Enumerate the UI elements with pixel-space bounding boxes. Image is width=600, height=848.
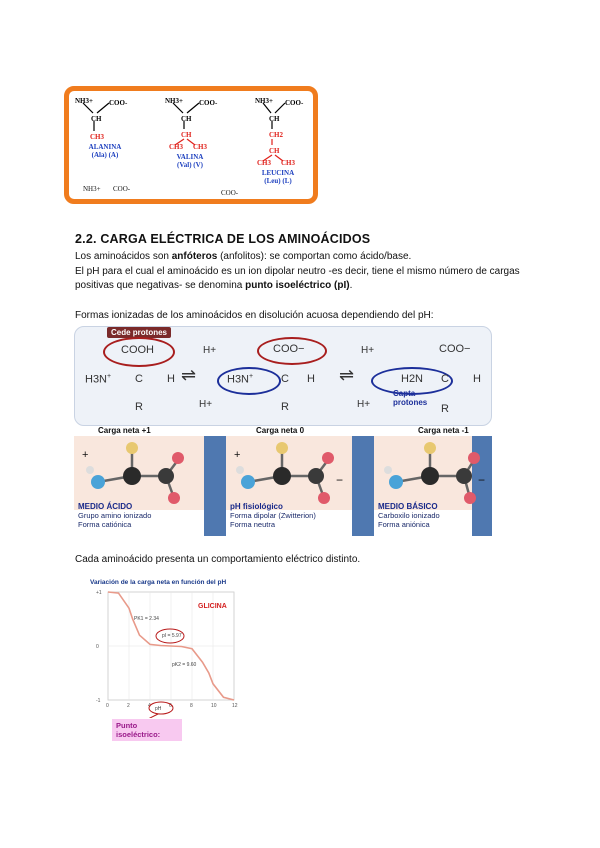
h3n-text: H3N — [227, 373, 250, 386]
ch2-label: CH2 — [269, 131, 283, 139]
medio-title: MEDIO BÁSICO — [378, 502, 438, 511]
paragraph-comportamiento: Cada aminoácido presenta un comportamiento eléctrico distinto. — [75, 554, 361, 565]
medio-line: Carboxilo ionizado — [378, 511, 440, 520]
coo-label: COO- — [109, 99, 128, 107]
x-tick-label: 6 — [169, 703, 172, 709]
h3n-mid: H3N+ — [227, 373, 254, 386]
annotation-pk1: PK1 = 2.34 — [134, 616, 159, 622]
x-tick-label: 0 — [106, 703, 109, 709]
glycine-chart-svg — [90, 576, 242, 718]
hplus-4: H+ — [357, 399, 371, 410]
paragraph-formas: Formas ionizadas de los aminoácidos en disolución acuosa dependiendo del pH: — [75, 310, 434, 321]
text-run: Los aminoácidos son — [75, 251, 172, 262]
carga-neta-minus: Carga neta -1 — [418, 426, 469, 435]
ch3-left-label: CH3 — [169, 143, 183, 151]
medio-line: Forma aniónica — [378, 520, 430, 529]
ch3-right-label: CH3 — [193, 143, 207, 151]
c-right: C — [441, 373, 449, 385]
nh3-label: NH3+ — [165, 97, 183, 105]
r-mid: R — [281, 401, 289, 413]
alanina-name: ALANINA — [88, 143, 122, 151]
medio-line: Forma neutra — [230, 520, 276, 529]
partial-coo-2: COO- — [221, 189, 239, 197]
x-tick-label: 4 — [148, 703, 151, 709]
annotation-pk2: pK2 = 9.60 — [172, 662, 197, 668]
h3n-left: H3N+ — [85, 373, 112, 386]
bond-lines — [69, 91, 313, 199]
nh3-label: NH3+ — [255, 97, 273, 105]
alanina-code: (Ala) (A) — [91, 151, 119, 159]
valina-name: VALINA — [176, 153, 204, 161]
medio-line: Grupo amino ionizado — [78, 511, 152, 520]
paragraph-anfoteros — [75, 250, 545, 264]
x-tick-label: 2 — [127, 703, 130, 709]
paragraph-pi — [75, 265, 545, 293]
coo-right: COO− — [439, 343, 471, 355]
carga-neta-zero: Carga neta 0 — [256, 426, 305, 435]
hplus-1: H+ — [203, 345, 217, 356]
ionic-forms-figure — [74, 326, 492, 536]
side-ch-label: CH — [269, 147, 280, 155]
h3n-text: H3N — [85, 373, 108, 386]
x-tick-label: 10 — [211, 703, 217, 709]
leucina-name: LEUCINA — [261, 169, 295, 177]
equilibrium-arrow-1: ⇌ — [181, 365, 197, 385]
x-tick-label: 12 — [232, 703, 238, 709]
nh3-label: NH3+ — [75, 97, 93, 105]
cooh-label: COOH — [121, 344, 154, 356]
punto-isoelectrico-label: Punto isoeléctrico: — [112, 719, 182, 741]
r-left: R — [135, 401, 143, 413]
r-right: R — [441, 403, 449, 415]
sign-minus-2: − — [478, 473, 486, 487]
bold-term: punto isoeléctrico (pI) — [245, 280, 350, 291]
coo-mid: COO− — [273, 343, 305, 355]
medio-fisiologico — [230, 502, 316, 529]
leucina-code: (Leu) (L) — [264, 177, 292, 185]
amino-acids-figure — [64, 86, 318, 204]
equilibrium-arrow-2: ⇌ — [339, 365, 355, 385]
sign-plus-2: + — [234, 449, 241, 461]
hplus-3: H+ — [361, 345, 375, 356]
valina-code: (Val) (V) — [177, 161, 203, 169]
medio-line: Forma catiónica — [78, 520, 132, 529]
y-tick-label: 0 — [96, 644, 99, 650]
h-right: H — [473, 373, 481, 385]
x-axis-label: pH — [155, 706, 162, 712]
chart-title: Variación de la carga neta en función del pH — [90, 579, 227, 586]
text-run: El pH para el cual el aminoácido es un ion dipolar neutro -es decir, tiene el mismo número de cargas positivas que negativas- se denomina — [75, 266, 520, 291]
medio-basico — [378, 502, 440, 529]
ball-and-stick-models — [74, 436, 492, 506]
medio-acido — [78, 502, 151, 529]
medio-title: MEDIO ÁCIDO — [78, 502, 133, 511]
glycine-chart — [90, 576, 242, 738]
medio-line: Forma dipolar (Zwitterion) — [230, 511, 316, 520]
medio-title: pH fisiológico — [230, 502, 283, 511]
partial-coo: COO- — [113, 185, 131, 193]
h-mid: H — [307, 373, 315, 385]
h-left: H — [167, 373, 175, 385]
equilibrium-panel — [74, 326, 492, 426]
side-ch-label: CH — [181, 131, 192, 139]
annotation-pi: pI = 5.97 — [162, 633, 182, 639]
text-run: (anfolitos): se comportan como ácido/base. — [217, 251, 412, 262]
ch-label: CH — [269, 115, 280, 123]
y-tick-label: +1 — [96, 590, 102, 596]
y-tick-label: -1 — [96, 698, 101, 704]
hplus-2: H+ — [199, 399, 213, 410]
ch-label: CH — [181, 115, 192, 123]
ch-label: CH — [91, 115, 102, 123]
cede-protones-label: Cede protones — [107, 327, 171, 338]
h2n-right: H2N — [401, 373, 424, 385]
section-title: 2.2. CARGA ELÉCTRICA DE LOS AMINOÁCIDOS — [75, 232, 371, 246]
sign-plus-1: + — [82, 449, 89, 461]
ch3-left-label: CH3 — [257, 159, 271, 167]
bold-term: anfóteros — [171, 251, 218, 262]
pointer-line — [142, 714, 158, 718]
c-left: C — [135, 373, 143, 385]
sign-minus-1: − — [336, 473, 344, 487]
text-run: . — [349, 280, 353, 291]
ch3-label: CH3 — [90, 133, 104, 141]
carga-neta-plus: Carga neta +1 — [98, 426, 151, 435]
coo-label: COO- — [199, 99, 218, 107]
ch3-right-label: CH3 — [281, 159, 295, 167]
x-tick-label: 8 — [190, 703, 193, 709]
capta-protones-label: Capta protones — [393, 389, 428, 407]
partial-nh3: NH3+ — [83, 185, 101, 193]
c-mid: C — [281, 373, 289, 385]
series-label: GLICINA — [198, 603, 227, 610]
coo-label: COO- — [285, 99, 304, 107]
